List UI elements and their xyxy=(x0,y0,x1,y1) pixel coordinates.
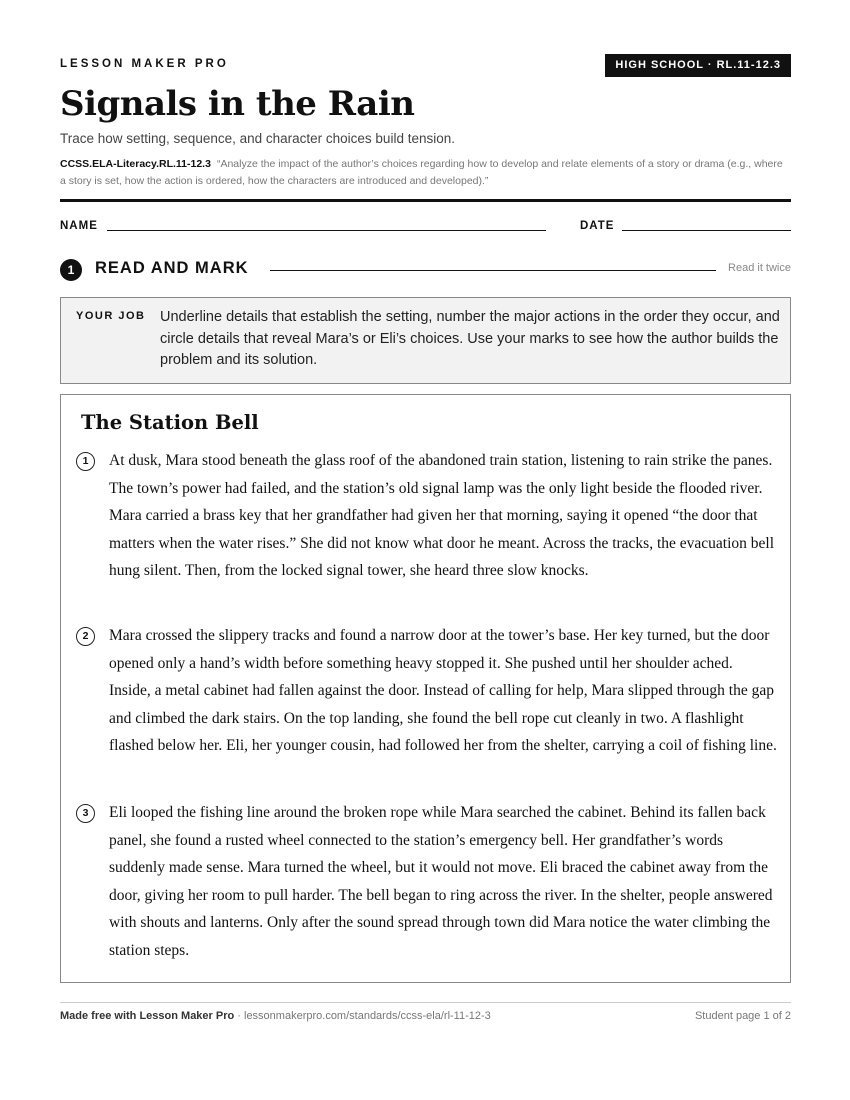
name-label: NAME xyxy=(60,220,98,232)
story-passage xyxy=(60,394,791,983)
date-field[interactable] xyxy=(622,230,791,231)
instructions-label: YOUR JOB xyxy=(76,310,146,322)
page-subtitle: Trace how setting, sequence, and character choices build tension. xyxy=(60,131,455,146)
grade-standard-badge: HIGH SCHOOL · RL.11-12.3 xyxy=(605,54,791,77)
paragraph-text[interactable]: Mara crossed the slippery tracks and found a narrow door at the tower’s base. Her key turned, but the door opened only a hand’s width before something heavy stopped it. She pushed until her shoulder ached. Inside, a metal cabinet had fallen against the door. Instead of calling for help, Mara slipped through the gap and climbed the dark stairs. On the top landing, she found the bell rope cut cleanly in two. A flashlight flashed below her. Eli, her younger cousin, had followed her from the shelter, carrying a coil of fishing line. xyxy=(109,627,777,755)
worksheet-page xyxy=(60,0,791,1100)
footer-credit xyxy=(60,1010,491,1022)
paragraph-number: 1 xyxy=(76,452,95,471)
footer-divider xyxy=(60,1002,791,1003)
date-label: DATE xyxy=(580,220,615,232)
header-divider xyxy=(60,199,791,202)
page-indicator: Student page 1 of 2 xyxy=(694,1010,791,1022)
story-title: The Station Bell xyxy=(81,411,259,434)
instructions-box xyxy=(60,297,791,384)
section-note: Read it twice xyxy=(728,262,791,274)
instructions-text: Underline details that establish the setting, number the major actions in the order they occur, and circle details that reveal Mara’s or Eli’s choices. Use your marks to see how the author builds the problem and its solution. xyxy=(160,309,780,368)
standard-description xyxy=(60,156,791,190)
name-field[interactable] xyxy=(107,230,546,231)
paragraph-text[interactable]: At dusk, Mara stood beneath the glass roof of the abandoned train station, listening to rain strike the panes. The town’s power had failed, and the station’s old signal lamp was the only light beside the flooded river. Mara carried a brass key that her grandfather had given her that morning, saying it opened “the door that matters when the water rises.” She did not know what door he meant. Across the tracks, the evacuation bell hung silent. Then, from the locked signal tower, she heard three slow knocks. xyxy=(109,452,775,580)
footer-brand: Made free with Lesson Maker Pro xyxy=(60,1010,235,1022)
paragraph-number: 3 xyxy=(76,804,95,823)
section-number-badge: 1 xyxy=(60,259,82,281)
paragraph-number: 2 xyxy=(76,627,95,646)
standard-text: “Analyze the impact of the author’s choices regarding how to develop and relate elements of a story or drama (e.g., where a story is set, how the action is ordered, how the characters are introduced and developed).” xyxy=(60,158,783,187)
paragraph-text[interactable]: Eli looped the fishing line around the broken rope while Mara searched the cabinet. Behind its fallen back panel, she found a rusted wheel connected to the station’s emergency bell. Her grandfather’s words suddenly made sense. Mara turned the wheel, but it would not move. Eli braced the cabinet away from the door, giving her room to pull harder. The bell began to ring across the river. In the shelter, people answered with shouts and lanterns. Only after the sound spread through town did Mara notice the water climbing the station steps. xyxy=(109,804,773,959)
page-title: Signals in the Rain xyxy=(60,84,415,124)
footer-url[interactable]: lessonmakerpro.com/standards/ccss-ela/rl-11-12-3 xyxy=(244,1010,491,1022)
footer-separator: · xyxy=(234,1010,244,1022)
brand-name: LESSON MAKER PRO xyxy=(60,58,229,70)
section-divider xyxy=(270,270,716,271)
section-header xyxy=(60,257,791,283)
standard-code: CCSS.ELA-Literacy.RL.11-12.3 xyxy=(60,158,211,170)
section-title: READ AND MARK xyxy=(95,259,249,277)
